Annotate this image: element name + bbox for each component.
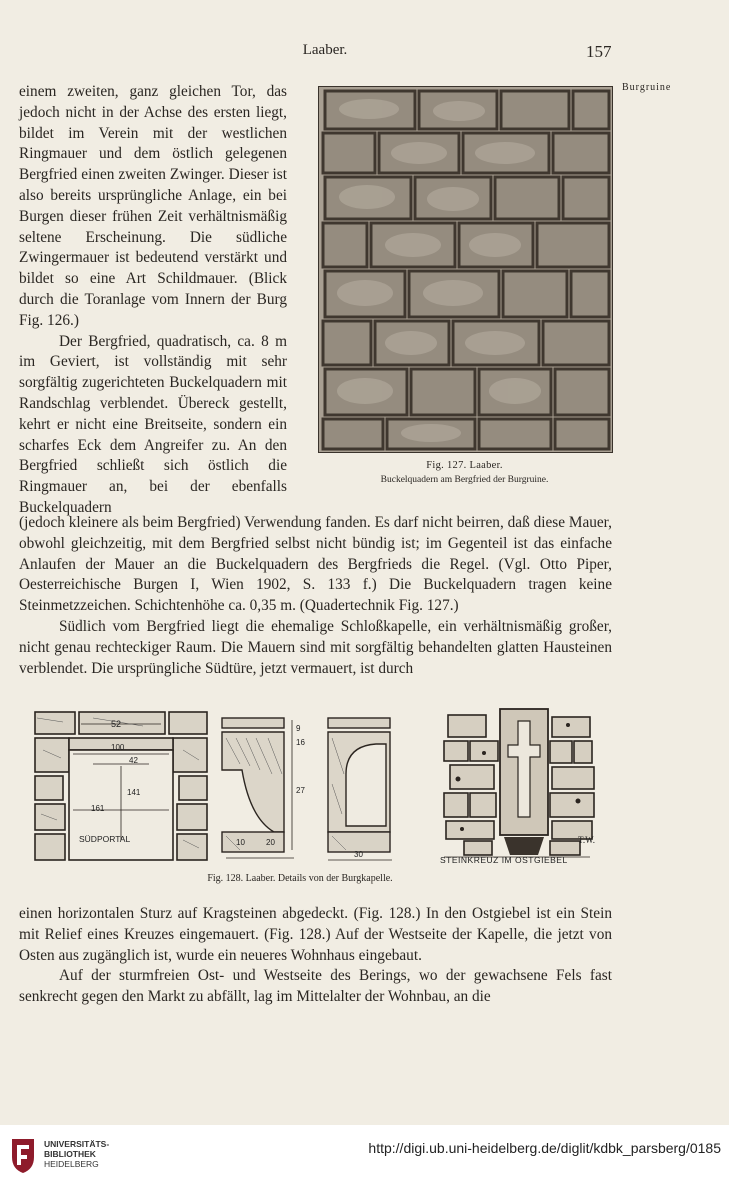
- left-column-text: [19, 82, 287, 519]
- dim-100: 100: [111, 743, 125, 752]
- paragraph: Auf der sturmfreien Ost- und Westseite des Berings, wo der gewachsene Fels fast senkrecht gegen den Markt zu abfällt, lag im Mittelalter der Wohnbau, an die: [19, 967, 612, 1006]
- paragraph: einem zweiten, ganz gleichen Tor, das jedoch nicht in der Achse des ersten liegt, bildet im Verein mit der westlichen Ringmauer und dem östlich gelegenen Bergfried einen zweiten Zwinger. Dieser ist also bereits ursprüngliche Anlage, ein bei Burgen dieser frühen Zeit verhältnismäßig seltene Erscheinung. Die südliche Zwingermauer ist bedeutend verstärkt und bildet so eine Art Schildmauer. (Blick durch die Toranlage vom Innern der Burg Fig. 126.): [19, 83, 287, 329]
- drawing-signature: T.W.: [578, 835, 595, 845]
- dim-10: 10: [236, 838, 245, 847]
- institution-name: [44, 1139, 109, 1169]
- dim-141: 141: [127, 788, 141, 797]
- library-logo-icon: [8, 1135, 38, 1175]
- institution-line: HEIDELBERG: [44, 1159, 99, 1169]
- dim-16: 16: [296, 738, 305, 747]
- paragraph: (jedoch kleinere als beim Bergfried) Verwendung fanden. Es darf nicht beirren, daß diese Mauer, obwohl gleichzeitig, mit dem Bergfried selbst nicht bündig ist; im Gegenteil ist das einfache Anlaufen der Mauer an die Buckelquadern des Bergfrieds die Regel. (Vgl. Otto Piper, Oesterreichische Burgen I, Wien 1902, S. 133 f.) Die Buckelquadern tragen keine Steinmetzzeichen. Schichtenhöhe ca. 0,35 m. (Quadertechnik Fig. 127.): [19, 514, 612, 615]
- gable-cross-stone: [440, 705, 600, 867]
- profile-drawings: [216, 714, 396, 866]
- figure-127-label: Fig. 127. Laaber.: [426, 460, 503, 471]
- source-url-link[interactable]: http://digi.ub.uni-heidelberg.de/diglit/kdbk_parsberg/0185: [368, 1140, 721, 1156]
- cross-label: STEINKREUZ IM OSTGIEBEL: [440, 855, 568, 865]
- margin-note: Burgruine: [622, 82, 672, 93]
- dim-27: 27: [296, 786, 305, 795]
- institution-line: BIBLIOTHEK: [44, 1149, 96, 1159]
- full-width-text-2: [19, 904, 612, 1008]
- dim-20: 20: [266, 838, 275, 847]
- running-title: Laaber.: [302, 42, 348, 58]
- dim-30: 30: [354, 850, 363, 859]
- dim-42: 42: [129, 756, 138, 765]
- figure-127-caption: Buckelquadern am Bergfried der Burgruine.: [380, 475, 549, 485]
- page-number: 157: [586, 42, 612, 61]
- portal-label: SÜDPORTAL: [79, 834, 131, 844]
- running-header: [0, 42, 729, 62]
- library-footer: [0, 1125, 729, 1182]
- south-portal-drawing: [33, 710, 209, 862]
- institution-line: UNIVERSITÄTS-: [44, 1139, 110, 1149]
- paragraph: Der Bergfried, quadratisch, ca. 8 m im Geviert, ist vollständig mit sehr sorgfältig zugerichteten Buckelquadern mit Randschlag verblendet. Übereck gestellt, kehrt er nicht eine Breitseite, sondern ein scharfes Eck dem Angreifer zu. An den Bergfried schließt sich östlich die Ringmauer an, bei der ebenfalls Buckelquadern: [19, 332, 287, 516]
- dim-9: 9: [296, 724, 301, 733]
- paragraph: Südlich vom Bergfried liegt die ehemalige Schloßkapelle, ein verhältnismäßig großer, nicht genau rechteckiger Raum. Die Mauern sind mit sorgfältig behandelten glatten Hausteinen verblendet. Die ursprüngliche Südtüre, jetzt vermauert, ist durch: [19, 617, 612, 677]
- masonry-photo: [318, 86, 613, 453]
- full-width-text-1: [19, 513, 612, 679]
- stone-cross-drawing: [440, 705, 600, 867]
- paragraph: einen horizontalen Sturz auf Kragsteinen abgedeckt. (Fig. 128.) In den Ostgiebel ist ein Stein mit Relief eines Kreuzes eingemauert. (Fig. 128.) Auf der Westseite der Kapelle, die jetzt von Osten aus zugänglich ist, wurde ein neueres Wohnhaus eingebaut.: [19, 905, 612, 964]
- dim-161: 161: [91, 804, 105, 813]
- ashlar-wall-image: [319, 87, 612, 452]
- dim-52: 52: [111, 719, 122, 729]
- figure-128-caption: Fig. 128. Laaber. Details von der Burgkapelle.: [207, 873, 393, 884]
